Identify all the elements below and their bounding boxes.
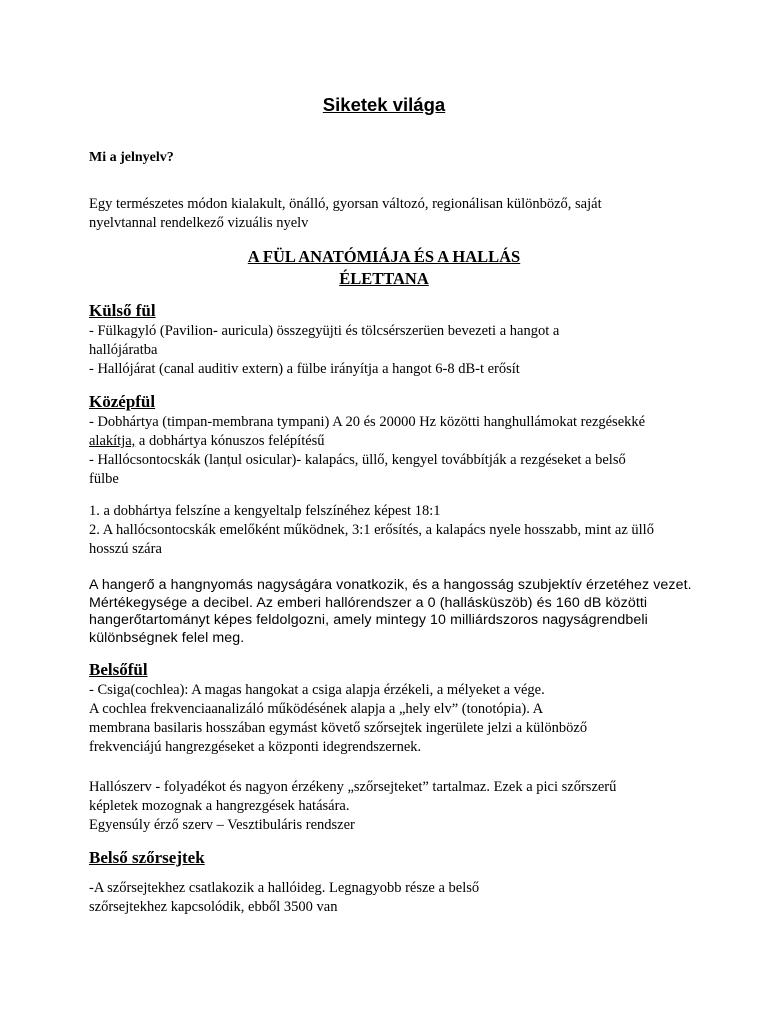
answer-line: Egy természetes módon kialakult, önálló, gyorsan változó, regionálisan különböző, saját [89, 196, 602, 212]
text-line: szőrsejtekhez kapcsolódik, ebből 3500 van [89, 899, 338, 915]
szorsejtek-paragraph [89, 879, 709, 917]
text-line: képletek mozognak a hangrezgések hatására. [89, 798, 350, 814]
question-heading: Mi a jelnyelv? [89, 150, 174, 165]
section-belso-szorsejtek [89, 847, 709, 869]
list-item: 1. a dobhártya felszíne a kengyeltalp felszínéhez képest 18:1 [89, 503, 441, 519]
text-line: - Hallócsontocskák (lanțul osicular)- kalapács, üllő, kengyel továbbítják a rezgéseket a belső [89, 452, 626, 468]
main-heading-line-1: A FÜL ANATÓMIÁJA ÉS A HALLÁS [247, 247, 521, 266]
text-line: A cochlea frekvenciaanalizáló működésének alapja a „hely elv” (tonotópia). A [89, 701, 544, 717]
text-line: Egyensúly érző szerv – Vesztibuláris rendszer [89, 817, 355, 833]
answer-line: nyelvtannal rendelkező vizuális nyelv [89, 215, 309, 231]
text-line: Mértékegysége a decibel. Az emberi hallórendszer a 0 (hallásküszöb) és 160 dB közötti [89, 594, 648, 611]
text-line: - Fülkagyló (Pavilion- auricula) összegyüjti és tölcsérszerüen bevezeti a hangot a [89, 323, 560, 339]
text-line: hangerőtartományt képes feldolgozni, amely mintegy 10 milliárdszoros nagyságrendbeli [89, 612, 648, 628]
text-line: - Hallójárat (canal auditiv extern) a fülbe irányítja a hangot 6-8 dB-t erősít [89, 361, 520, 377]
underlined-word: alakítja, [89, 433, 136, 449]
text-line: frekvenciájú hangrezgéseket a központi idegrendszernek. [89, 739, 422, 755]
text-line: hallójáratba [89, 342, 158, 358]
text-line: - Dobhártya (timpan-membrana tympani) A 20 és 20000 Hz közötti hanghullámokat rezgésekké [89, 414, 646, 430]
list-item: 2. A hallócsontocskák emelőként működnek, 3:1 erősítés, a kalapács nyele hosszabb, mint az üllő [89, 522, 654, 538]
section-heading: Külső fül [89, 301, 156, 320]
page-title: Siketek világa [322, 94, 446, 115]
list-item: hosszú szára [89, 541, 162, 557]
section-heading: Belsőfül [89, 660, 148, 679]
hallo-szerv-paragraph [89, 778, 709, 835]
text-line: A hangerő a hangnyomás nagyságára vonatkozik, és a hangosság szubjektív érzetéhez vezet. [89, 577, 692, 593]
answer-paragraph [89, 195, 709, 233]
text-line: - Csiga(cochlea): A magas hangokat a csiga alapja érzékeli, a mélyeket a vége. [89, 682, 545, 698]
section-kozepfül [89, 391, 709, 489]
text-line: -A szőrsejtekhez csatlakozik a hallóideg. Legnagyobb része a belső [89, 880, 480, 896]
main-heading-line-2: ÉLETTANA [339, 269, 429, 288]
section-kulso-ful [89, 300, 709, 379]
numbered-list [89, 502, 709, 559]
text-line: alakítja, a dobhártya kónuszos felépítésű [89, 433, 325, 449]
section-belsoful [89, 659, 709, 757]
section-heading: Középfül [89, 392, 156, 411]
text-line: Hallószerv - folyadékot és nagyon érzékeny „szőrsejteket” tartalmaz. Ezek a pici szőrszerű [89, 779, 617, 795]
hangero-paragraph [89, 577, 709, 647]
section-heading: Belső szőrsejtek [89, 848, 205, 867]
text-line: membrana basilaris hosszában egymást követő szőrsejtek ingerülete jelzi a különböző [89, 720, 588, 736]
text-line: különbségnek felel meg. [89, 629, 245, 646]
text-line: fülbe [89, 471, 119, 487]
